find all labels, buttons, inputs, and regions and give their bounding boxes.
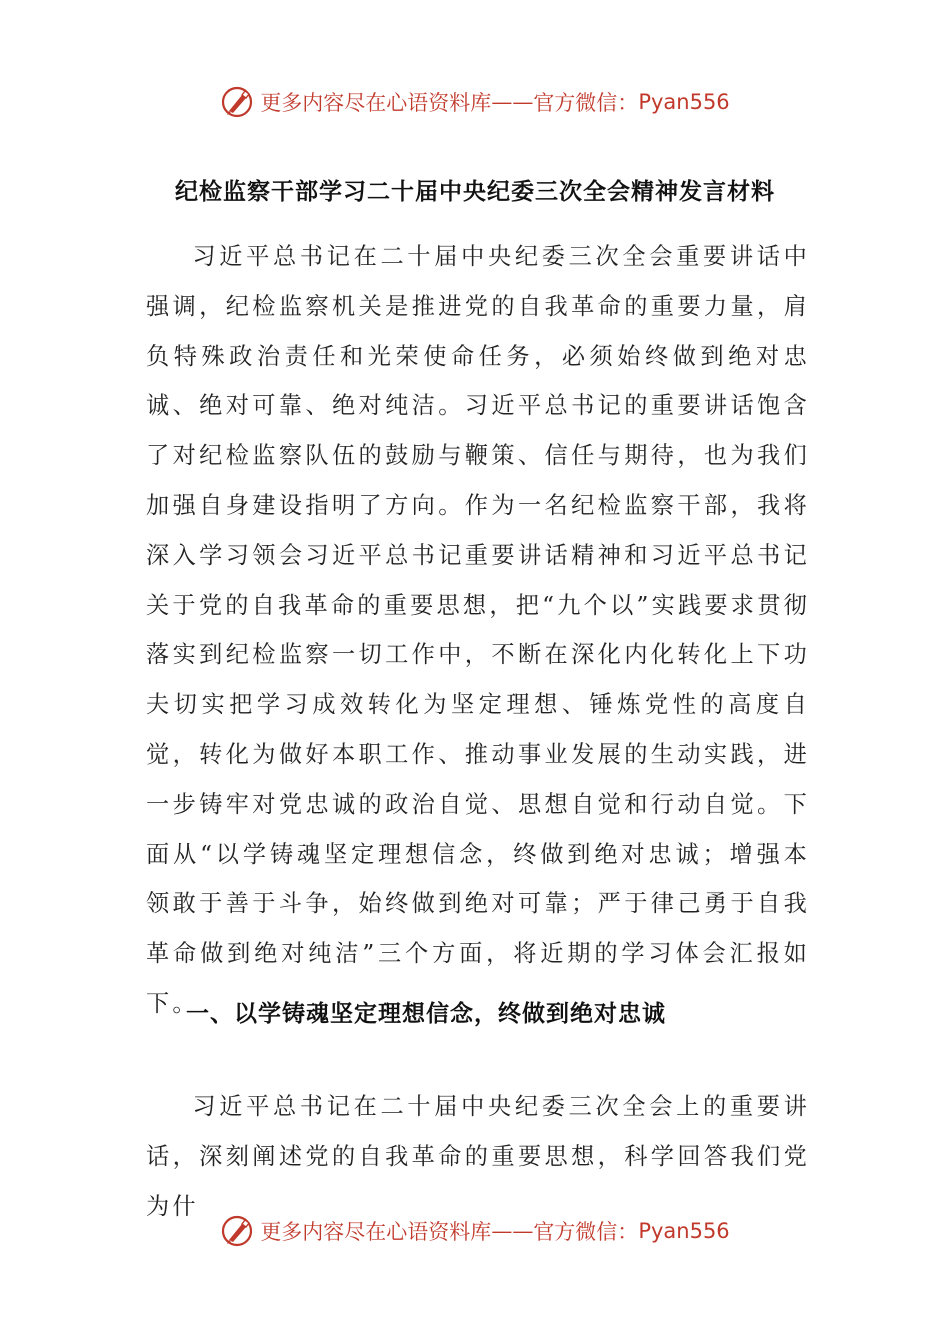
- paragraph-1-text: 习近平总书记在二十届中央纪委三次全会重要讲话中强调，纪检监察机关是推进党的自我革命的重要力量，肩负特殊政治责任和光荣使命任务，必须始终做到绝对忠诚、绝对可靠、绝对纯洁。习近平总书记的重要讲话饱含了对纪检监察队伍的鼓励与鞭策、信任与期待，也为我们加强自身建设指明了方向。作为一名纪检监察干部，我将深入学习领会习近平总书记重要讲话精神和习近平总书记关于党的自我革命的重要思想，把“九个以”实践要求贯彻落实到纪检监察一切工作中，不断在深化内化转化上下功夫切实把学习成效转化为坚定理想、锤炼党性的高度自觉，转化为做好本职工作、推动事业发展的生动实践，进一步铸牢对党忠诚的政治自觉、思想自觉和行动自觉。下面从“以学铸魂坚定理想信念，终做到绝对忠诚；增强本领敢于善于斗争，始终做到绝对可靠；严于律己勇于自我革命做到绝对纯洁”三个方面，将近期的学习体会汇报如下。: [146, 243, 810, 1017]
- watermark-separator: ——: [491, 1219, 534, 1243]
- footer-watermark: [0, 1211, 950, 1251]
- watermark-separator: ——: [491, 90, 534, 114]
- watermark-brand: 更多内容尽在心语资料库: [260, 1220, 492, 1244]
- watermark-wechat-id: Pyan556: [638, 1219, 730, 1243]
- pen-nib-logo-icon: [220, 85, 254, 119]
- watermark-label: 官方微信：: [533, 91, 639, 115]
- pen-nib-logo-icon: [220, 1214, 254, 1248]
- paragraph-2-text: 习近平总书记在二十届中央纪委三次全会上的重要讲话，深刻阐述党的自我革命的重要思想，科学回答我们党为什: [146, 1093, 810, 1220]
- section-heading-1: 一、以学铸魂坚定理想信念，终做到绝对忠诚: [186, 1000, 666, 1027]
- watermark-label: 官方微信：: [533, 1220, 639, 1244]
- document-title: 纪检监察干部学习二十届中央纪委三次全会精神发言材料: [175, 178, 775, 205]
- watermark-wechat-id: Pyan556: [638, 90, 730, 114]
- watermark-brand: 更多内容尽在心语资料库: [260, 91, 492, 115]
- paragraph-2: [146, 1082, 810, 1220]
- header-watermark: [0, 82, 950, 122]
